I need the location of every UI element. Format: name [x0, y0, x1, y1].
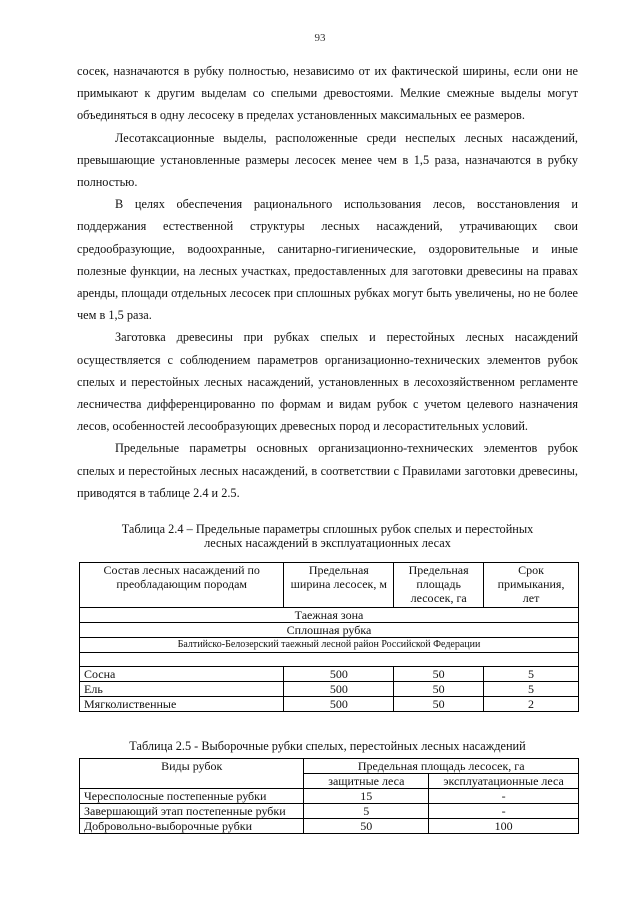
- table-row: [80, 804, 579, 819]
- table-2-5-caption: Таблица 2.5 - Выборочные рубки спелых, перестойных лесных насаждений: [129, 739, 526, 753]
- paragraph: В целях обеспечения рационального использования лесов, восстановления и поддержания естественной структуры лесных насаждений, утрачивающих свои средообразующие, водоохранные, санитарно-гигиенические, оздоровительные и иные полезные функции, на лесных участках, предоставленных для заготовки древесины на правах аренды, площади отдельных лесосек при сплошных рубках могут быть увеличены, но не более чем в 1,5 раза.: [77, 197, 578, 323]
- cell: Завершающий этап постепенные рубки: [80, 804, 304, 819]
- cell: Чересполосные постепенные рубки: [80, 789, 304, 804]
- table-row: [80, 667, 579, 682]
- paragraph: Лесотаксационные выделы, расположенные среди неспелых лесных насаждений, превышающие установленные размеры лесосек менее чем в 1,5 раза, назначаются в рубку полностью.: [77, 130, 578, 190]
- cell: Ель: [80, 682, 284, 697]
- table-row: [80, 789, 579, 804]
- cell: 5: [304, 804, 429, 819]
- column-header: Виды рубок: [80, 759, 304, 789]
- column-subheader: эксплуатационные леса: [429, 774, 579, 789]
- cut-type-row: Сплошная рубка: [80, 623, 579, 638]
- cell: 5: [484, 667, 579, 682]
- table-row: [80, 682, 579, 697]
- cell: Добровольно-выборочные рубки: [80, 819, 304, 834]
- cell: 100: [429, 819, 579, 834]
- cell: 2: [484, 697, 579, 712]
- paragraph: Заготовка древесины при рубках спелых и перестойных лесных насаждений осуществляется с соблюдением параметров организационно-технических элементов рубок спелых и перестойных лесных насаждений, установленных в лесохозяйственном регламенте лесничества дифференцированно по формам и видам рубок с учетом целевого назначения лесов, особенностей лесообразующих древесных пород и лесорастительных условий.: [77, 330, 578, 434]
- zone-row: Таежная зона: [80, 608, 579, 623]
- cell: -: [429, 804, 579, 819]
- paragraph: сосек, назначаются в рубку полностью, независимо от их фактической ширины, если они не примыкают к другим выделам со спелыми древостоями. Мелкие смежные выделы могут объединяться в одну лесосеку в пределах установленных максимальных ее размеров.: [77, 64, 578, 123]
- table-2-4: [79, 562, 579, 712]
- caption-line: лесных насаждений в эксплуатационных лесах: [204, 536, 451, 550]
- column-header: Предельная площадь лесосек, га: [304, 759, 579, 774]
- table-header-row: [80, 563, 579, 608]
- cell: 50: [304, 819, 429, 834]
- column-header: Предельная ширина лесосек, м: [284, 563, 394, 608]
- table-2-4-caption: [77, 522, 578, 550]
- table-row: [80, 697, 579, 712]
- body-text: [77, 60, 578, 504]
- cell: 15: [304, 789, 429, 804]
- cell: 500: [284, 697, 394, 712]
- cell: 50: [394, 667, 484, 682]
- column-subheader: защитные леса: [304, 774, 429, 789]
- cell: 500: [284, 682, 394, 697]
- cell: 500: [284, 667, 394, 682]
- cell: 50: [394, 682, 484, 697]
- cell: Сосна: [80, 667, 284, 682]
- table-2-5: [79, 758, 579, 834]
- column-header: Срок примыкания, лет: [484, 563, 579, 608]
- cell: 50: [394, 697, 484, 712]
- paragraph: Предельные параметры основных организационно-технических элементов рубок спелых и перестойных лесных насаждений, в соответствии с Правилами заготовки древесины, приводятся в таблице 2.4 и 2.5.: [77, 441, 578, 500]
- caption-line: Таблица 2.4 – Предельные параметры сплошных рубок спелых и перестойных: [121, 522, 534, 536]
- column-header: Состав лесных насаждений по преобладающим породам: [80, 563, 284, 608]
- table-row: [80, 819, 579, 834]
- cell: 5: [484, 682, 579, 697]
- cell: Мягколиственные: [80, 697, 284, 712]
- cell: -: [429, 789, 579, 804]
- page-number: 93: [314, 32, 326, 44]
- region-row: Балтийско-Белозерский таежный лесной район Российской Федерации: [80, 638, 579, 653]
- column-header: Предельная площадь лесосек, га: [394, 563, 484, 608]
- empty-row: [80, 653, 579, 667]
